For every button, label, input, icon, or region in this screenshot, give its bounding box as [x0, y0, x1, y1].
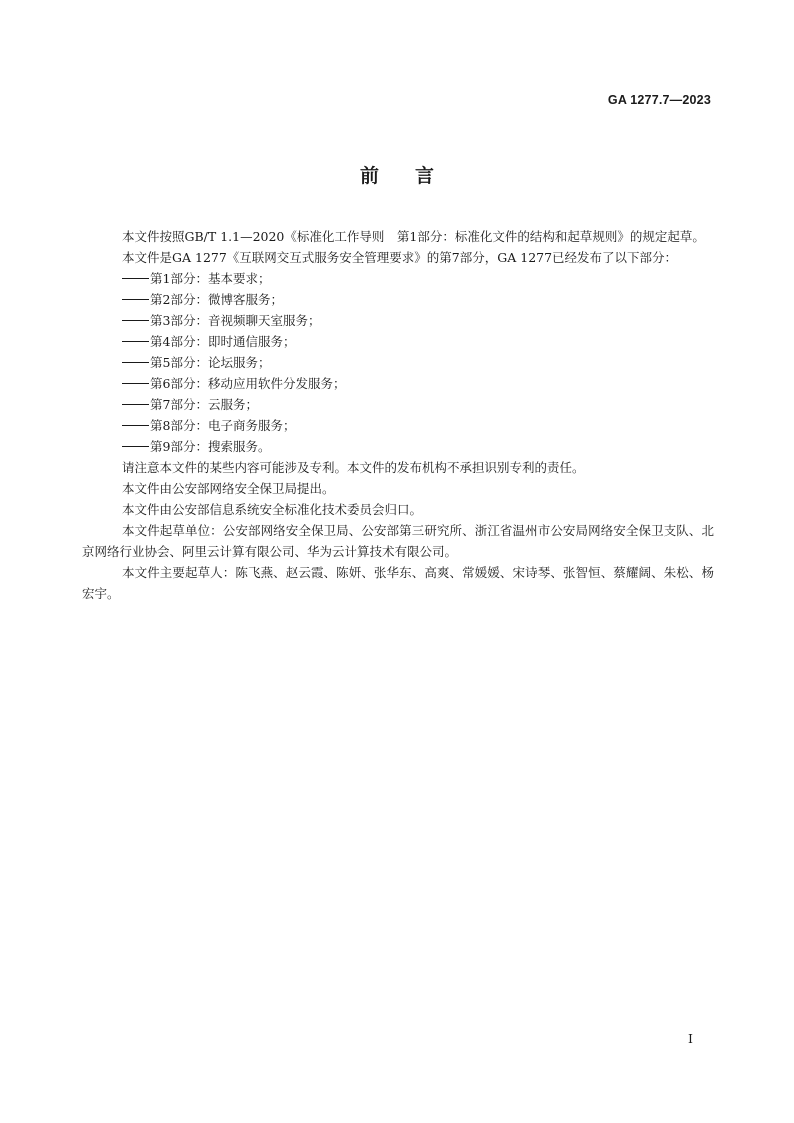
em-dash-icon: [122, 299, 149, 300]
list-item: [82, 331, 714, 352]
paragraph-patent-notice: 请注意本文件的某些内容可能涉及专利。本文件的发布机构不承担识别专利的责任。: [122, 460, 585, 475]
em-dash-icon: [122, 362, 149, 363]
page-title: 前言: [359, 165, 470, 187]
list-item-text: 第8部分：电子商务服务；: [150, 418, 296, 433]
list-item-text: 第3部分：音视频聊天室服务；: [150, 313, 321, 328]
list-item-text: 第6部分：移动应用软件分发服务；: [150, 376, 346, 391]
list-item: [82, 289, 714, 310]
em-dash-icon: [122, 383, 149, 384]
em-dash-icon: [122, 320, 149, 321]
page-number: I: [688, 1031, 693, 1046]
list-item: [82, 268, 714, 289]
paragraph-drafting-units: 本文件起草单位：公安部网络安全保卫局、公安部第三研究所、浙江省温州市公安局网络安全保卫支队、北京网络行业协会、阿里云计算有限公司、华为云计算技术有限公司。: [82, 523, 714, 559]
list-item: [82, 373, 714, 394]
list-item: [82, 310, 714, 331]
list-item-text: 第5部分：论坛服务；: [150, 355, 271, 370]
paragraph-committee: 本文件由公安部信息系统安全标准化技术委员会归口。: [122, 502, 423, 517]
list-item-text: 第2部分：微博客服务；: [150, 292, 283, 307]
list-item: [82, 394, 714, 415]
list-item: [82, 415, 714, 436]
em-dash-icon: [122, 404, 149, 405]
standard-number: GA 1277.7—2023: [607, 93, 711, 107]
em-dash-icon: [122, 341, 149, 342]
paragraph-drafting-rules: 本文件按照GB/T 1.1—2020《标准化工作导则 第1部分：标准化文件的结构和起草规则》的规定起草。: [122, 229, 705, 244]
parts-list: [82, 268, 714, 457]
em-dash-icon: [122, 425, 149, 426]
paragraph-drafters: 本文件主要起草人：陈飞燕、赵云霞、陈妍、张华东、高爽、常媛媛、宋诗琴、张智恒、蔡耀阔、朱松、杨宏宇。: [82, 565, 714, 601]
paragraph-series-intro: 本文件是GA 1277《互联网交互式服务安全管理要求》的第7部分，GA 1277已经发布了以下部分：: [122, 250, 678, 265]
list-item-text: 第7部分：云服务；: [150, 397, 258, 412]
paragraph-proposer: 本文件由公安部网络安全保卫局提出。: [122, 481, 335, 496]
list-item-text: 第1部分：基本要求；: [150, 271, 271, 286]
foreword-body: [82, 226, 714, 604]
list-item: [82, 436, 714, 457]
list-item: [82, 352, 714, 373]
em-dash-icon: [122, 278, 149, 279]
em-dash-icon: [122, 446, 149, 447]
list-item-text: 第9部分：搜索服务。: [150, 439, 271, 454]
list-item-text: 第4部分：即时通信服务；: [150, 334, 296, 349]
